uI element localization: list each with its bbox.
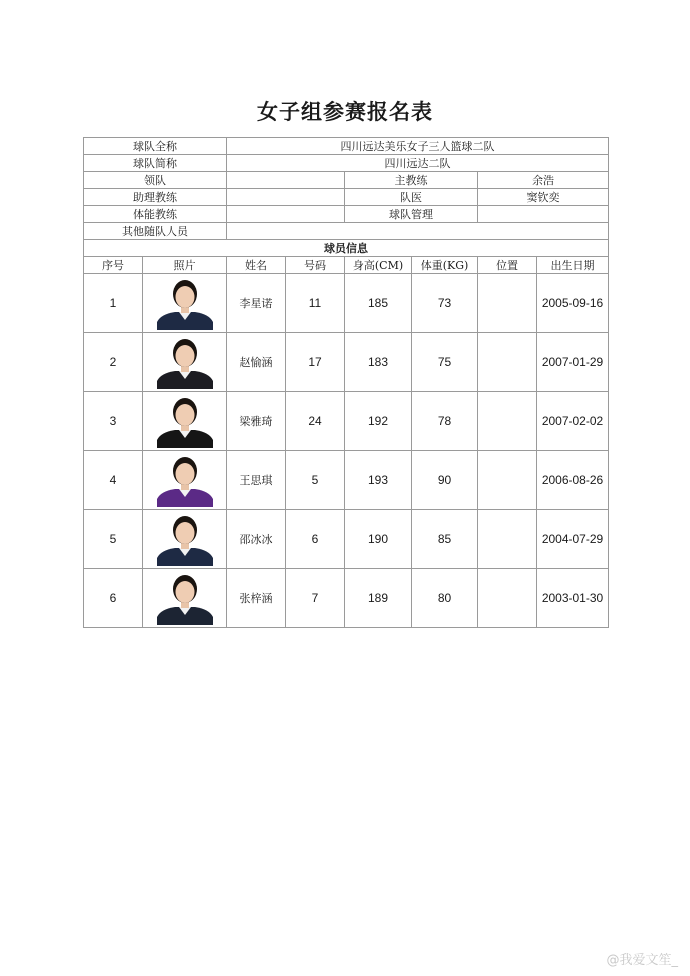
player-position	[478, 274, 537, 333]
player-number: 5	[286, 451, 345, 510]
row-leader	[84, 172, 609, 189]
player-photo	[143, 510, 227, 569]
player-row	[84, 569, 609, 628]
player-number: 24	[286, 392, 345, 451]
head-coach-label: 主教练	[345, 172, 478, 189]
player-photo-image	[155, 571, 215, 625]
leader-value	[227, 172, 345, 189]
player-photo-image	[155, 335, 215, 389]
player-number: 11	[286, 274, 345, 333]
player-photo	[143, 333, 227, 392]
col-header-name: 姓名	[227, 257, 286, 274]
row-fitness	[84, 206, 609, 223]
row-assistant	[84, 189, 609, 206]
fitness-coach-label: 体能教练	[84, 206, 227, 223]
player-rows	[84, 274, 609, 628]
player-birth: 2007-01-29	[537, 333, 609, 392]
player-photo	[143, 569, 227, 628]
player-birth: 2007-02-02	[537, 392, 609, 451]
player-no: 4	[84, 451, 143, 510]
col-header-birth: 出生日期	[537, 257, 609, 274]
player-name: 王思琪	[227, 451, 286, 510]
player-height: 183	[345, 333, 412, 392]
player-photo-image	[155, 453, 215, 507]
doctor-value: 窦钦奕	[478, 189, 609, 206]
player-birth: 2006-08-26	[537, 451, 609, 510]
player-photo	[143, 392, 227, 451]
player-height: 192	[345, 392, 412, 451]
player-name: 梁雅琦	[227, 392, 286, 451]
player-number: 17	[286, 333, 345, 392]
player-photo-image	[155, 394, 215, 448]
player-position	[478, 510, 537, 569]
col-header-height: 身高(CM)	[345, 257, 412, 274]
page-title: 女子组参赛报名表	[257, 100, 433, 124]
player-position	[478, 451, 537, 510]
player-name: 李星诺	[227, 274, 286, 333]
player-name: 张梓涵	[227, 569, 286, 628]
manager-label: 球队管理	[345, 206, 478, 223]
player-position	[478, 569, 537, 628]
doctor-label: 队医	[345, 189, 478, 206]
player-height: 185	[345, 274, 412, 333]
player-photo-image	[155, 276, 215, 330]
col-header-weight: 体重(KG)	[412, 257, 478, 274]
player-name: 邵冰冰	[227, 510, 286, 569]
player-row	[84, 333, 609, 392]
fitness-coach-value	[227, 206, 345, 223]
assistant-coach-value	[227, 189, 345, 206]
row-others	[84, 223, 609, 240]
player-no: 2	[84, 333, 143, 392]
player-weight: 85	[412, 510, 478, 569]
player-birth: 2003-01-30	[537, 569, 609, 628]
player-weight: 78	[412, 392, 478, 451]
col-header-position: 位置	[478, 257, 537, 274]
full-name-value: 四川远达美乐女子三人篮球二队	[227, 138, 609, 155]
player-weight: 80	[412, 569, 478, 628]
others-value	[227, 223, 609, 240]
player-weight: 75	[412, 333, 478, 392]
player-birth: 2004-07-29	[537, 510, 609, 569]
player-row	[84, 392, 609, 451]
player-height: 189	[345, 569, 412, 628]
short-name-value: 四川远达二队	[227, 155, 609, 172]
full-name-label: 球队全称	[84, 138, 227, 155]
others-label: 其他随队人员	[84, 223, 227, 240]
manager-value	[478, 206, 609, 223]
player-no: 6	[84, 569, 143, 628]
player-position	[478, 333, 537, 392]
players-section-title: 球员信息	[84, 240, 609, 257]
registration-table	[83, 137, 609, 628]
player-photo-image	[155, 512, 215, 566]
player-weight: 90	[412, 451, 478, 510]
short-name-label: 球队简称	[84, 155, 227, 172]
player-name: 赵愉涵	[227, 333, 286, 392]
player-row	[84, 274, 609, 333]
head-coach-value: 余浩	[478, 172, 609, 189]
player-birth: 2005-09-16	[537, 274, 609, 333]
player-photo	[143, 274, 227, 333]
col-header-photo: 照片	[143, 257, 227, 274]
player-weight: 73	[412, 274, 478, 333]
row-full-name	[84, 138, 609, 155]
watermark-text: @我爱文笙_	[606, 953, 678, 968]
player-row	[84, 451, 609, 510]
col-header-no: 序号	[84, 257, 143, 274]
assistant-coach-label: 助理教练	[84, 189, 227, 206]
player-height: 190	[345, 510, 412, 569]
player-no: 5	[84, 510, 143, 569]
player-number: 7	[286, 569, 345, 628]
row-short-name	[84, 155, 609, 172]
player-height: 193	[345, 451, 412, 510]
player-no: 1	[84, 274, 143, 333]
leader-label: 领队	[84, 172, 227, 189]
players-header-row	[84, 257, 609, 274]
row-players-section	[84, 240, 609, 257]
player-photo	[143, 451, 227, 510]
player-no: 3	[84, 392, 143, 451]
player-row	[84, 510, 609, 569]
col-header-number: 号码	[286, 257, 345, 274]
player-number: 6	[286, 510, 345, 569]
player-position	[478, 392, 537, 451]
